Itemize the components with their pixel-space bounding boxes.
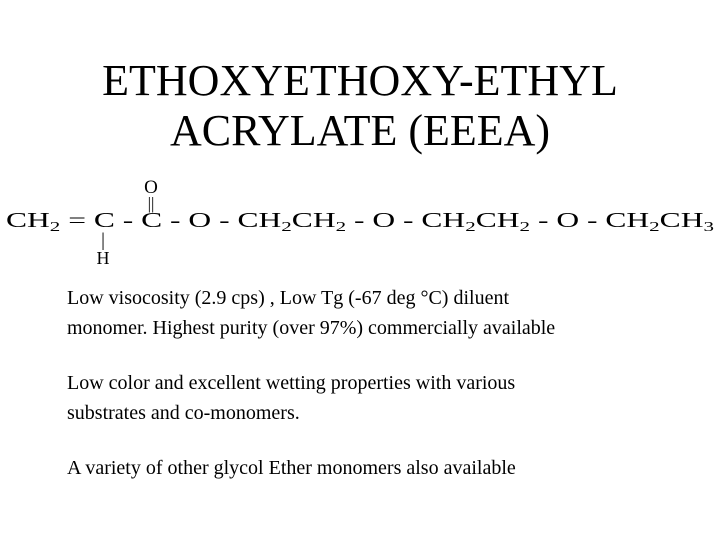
formula-segment: CH [605,208,635,232]
formula-segment: CH [659,208,689,232]
formula-segment: CH [6,208,36,232]
paragraph-line: Low visocosity (2.9 cps) , Low Tg (-67 deg °C) diluent [67,287,510,309]
formula-subscript: 2 [649,220,657,236]
alpha-single-bond: | [101,230,105,251]
title-line-1: ETHOXYETHOXY-ETHYL [102,56,618,105]
formula-subscript: 2 [519,220,527,236]
paragraph-line: A variety of other glycol Ether monomers also available [67,457,516,479]
formula-segment: CH [421,208,451,232]
carbonyl-double-bond: || [147,194,155,213]
formula-segment: - O - [530,208,581,232]
paragraph-line: monomer. Highest purity (over 97%) commercially available [67,317,556,339]
paragraph-line: substrates and co-monomers. [67,402,300,424]
paragraph-other-monomers [67,453,667,483]
paragraph-color-wetting [67,368,667,428]
formula-segment: CH [237,208,267,232]
formula-segment: - O - [346,208,397,232]
formula-subscript: 2 [49,220,57,236]
chemical-structure-formula [0,176,720,266]
formula-subscript: 2 [281,220,289,236]
slide-title [0,56,720,156]
formula-subscript: 2 [335,220,343,236]
formula-segment: CH [475,208,505,232]
paragraph-properties [67,283,667,343]
formula-segment: CH [291,208,321,232]
alpha-hydrogen: H [96,248,110,266]
structure-svg [0,176,720,266]
main-chain-formula [6,208,714,235]
formula-subscript: 3 [703,220,711,236]
paragraph-line: Low color and excellent wetting properties with various [67,372,516,394]
formula-segment: = C - C - O - [60,208,179,232]
carbonyl-oxygen: O [144,177,158,198]
formula-subscript: 2 [465,220,473,236]
title-line-2: ACRYLATE (EEEA) [169,106,551,155]
